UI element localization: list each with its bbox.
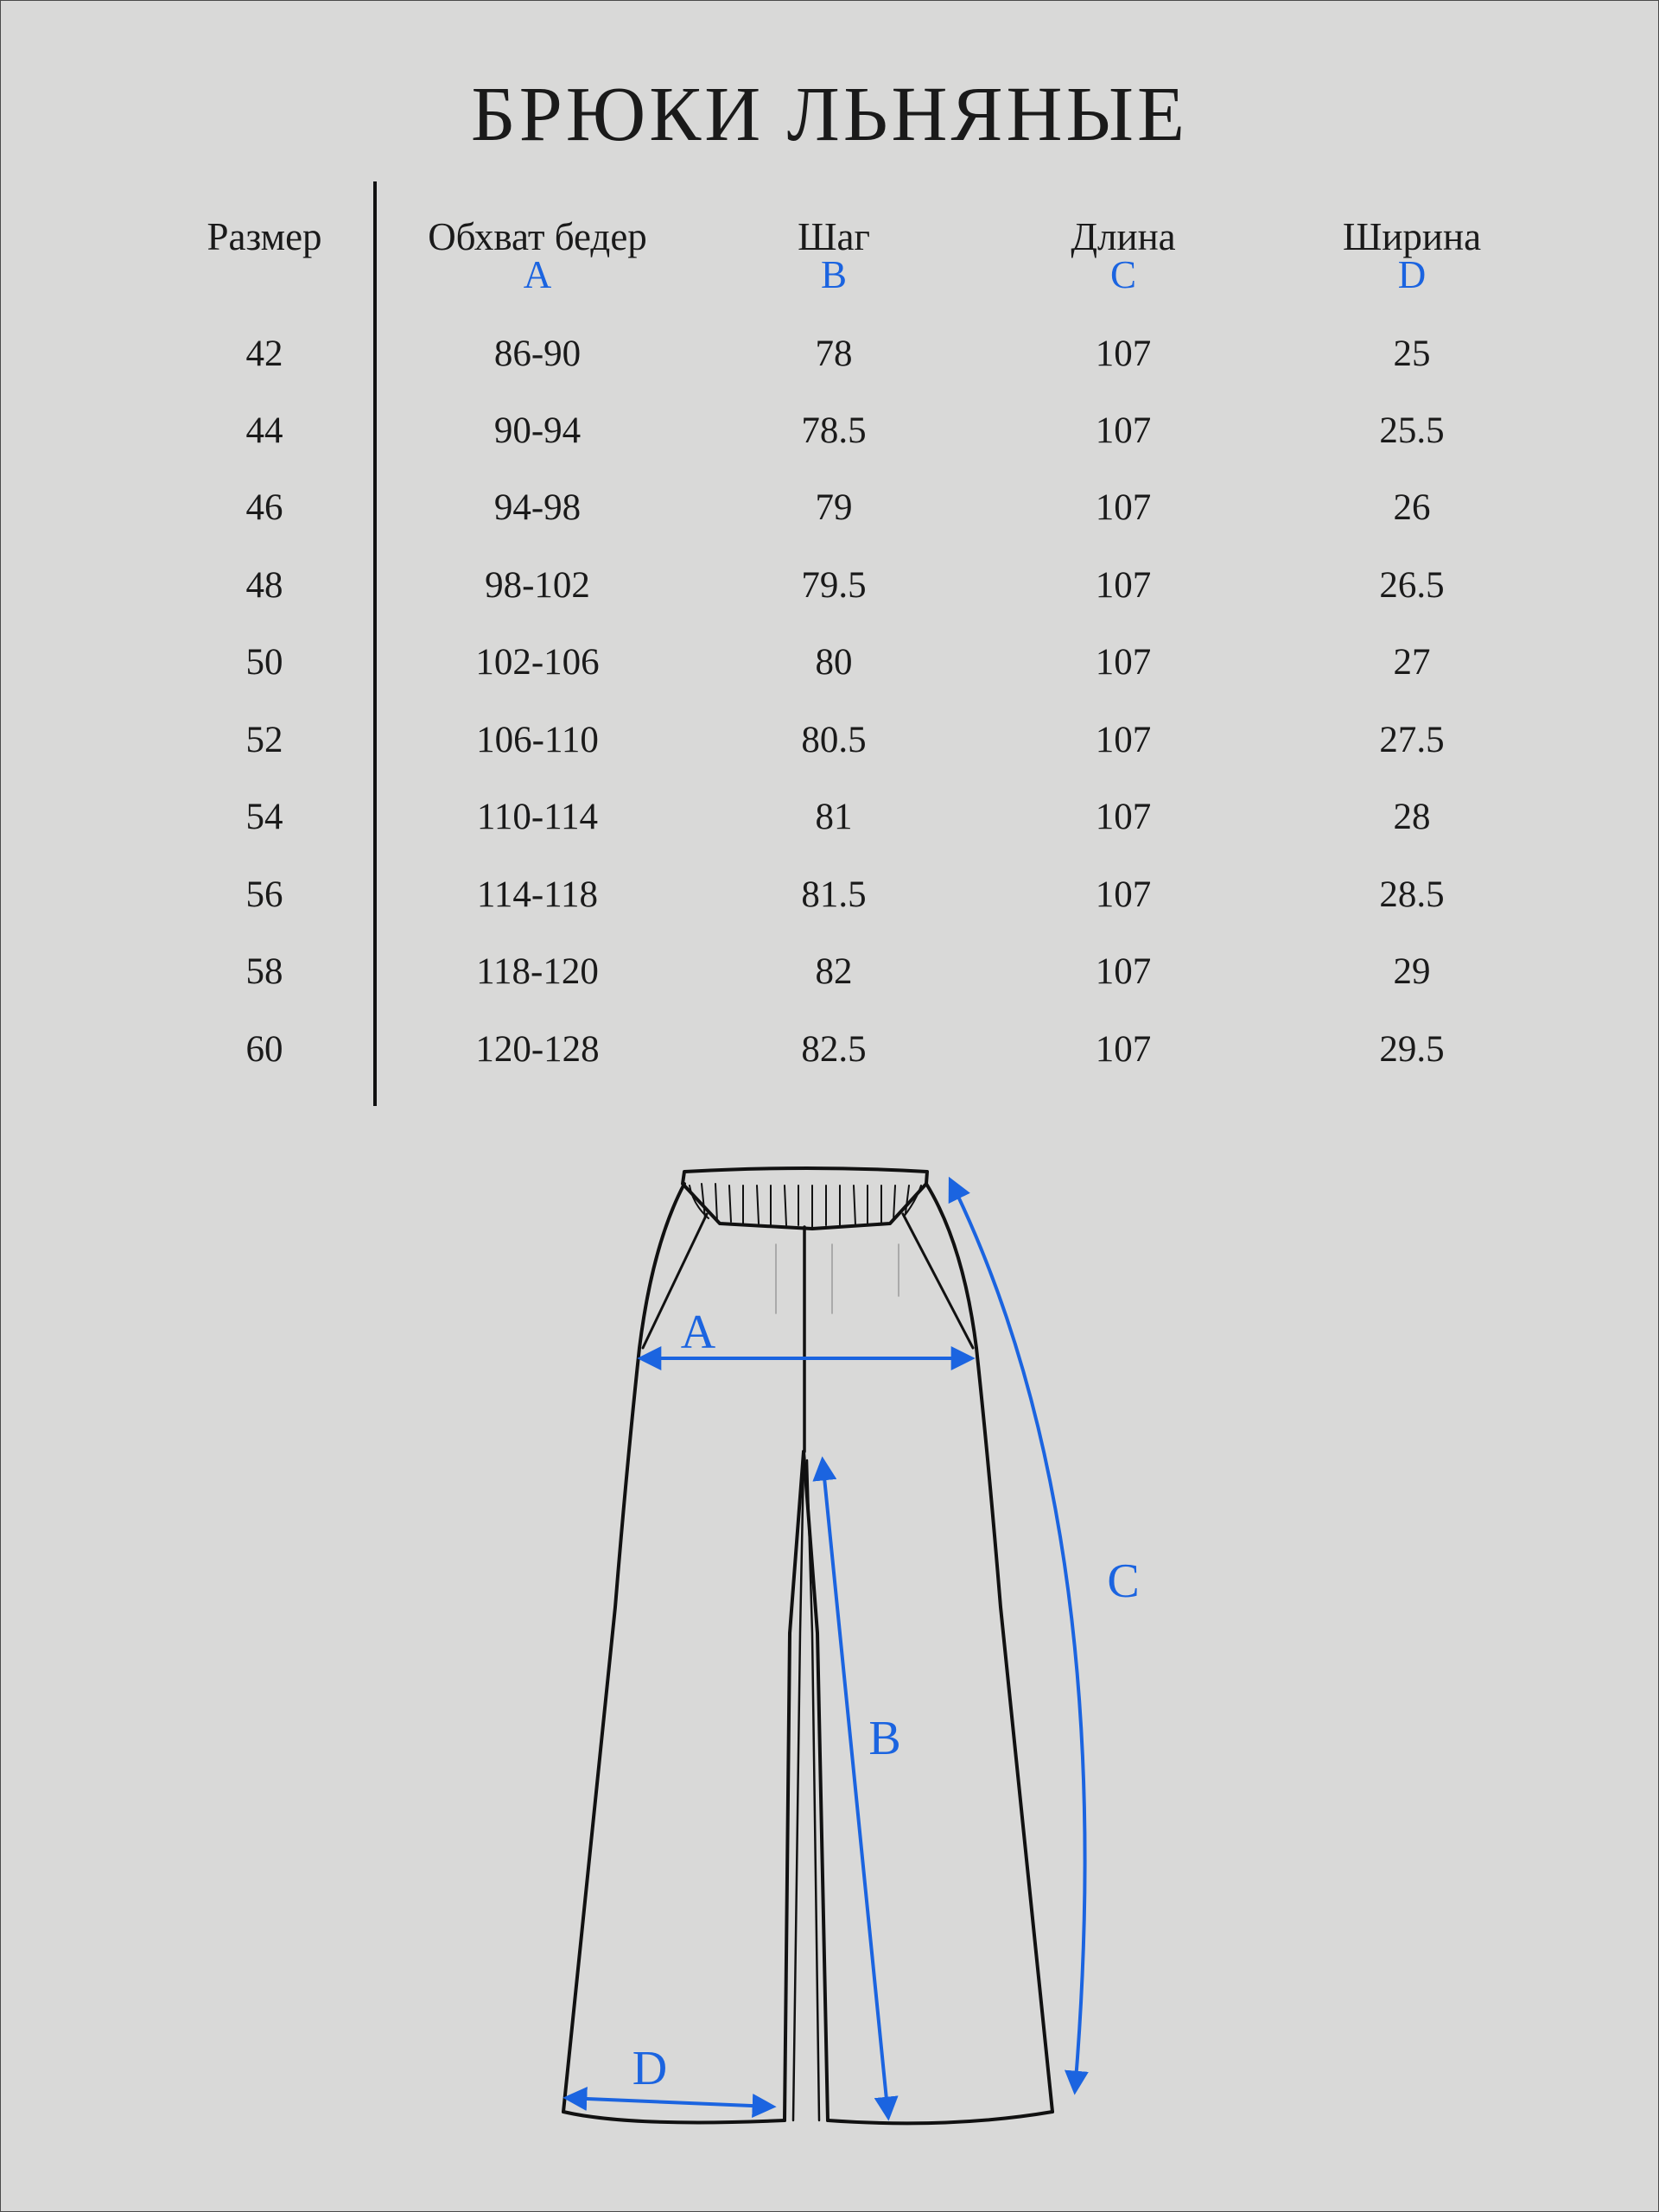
right-pocket <box>903 1214 973 1348</box>
cell-length: 107 <box>1095 410 1152 451</box>
page-title: БРЮКИ ЛЬНЯНЫЕ <box>471 72 1188 157</box>
right-inseam <box>804 1452 828 2120</box>
cell-width: 29.5 <box>1379 1029 1445 1070</box>
cell-inseam: 80.5 <box>801 720 867 760</box>
cell-inseam: 79 <box>815 487 853 528</box>
cell-length: 107 <box>1095 565 1152 606</box>
header-length-letter: C <box>1109 253 1136 296</box>
cell-inseam: 82.5 <box>801 1029 867 1070</box>
cell-width: 28 <box>1393 797 1431 837</box>
left-outer-seam <box>563 1184 684 2112</box>
dimension-c-label: C <box>1107 1554 1140 1608</box>
header-width: Ширина <box>1342 215 1482 258</box>
cell-hip: 94-98 <box>493 487 582 528</box>
header-size: Размер <box>207 215 322 258</box>
cell-inseam: 81 <box>815 797 853 837</box>
cell-hip: 102-106 <box>475 642 600 683</box>
cell-inseam: 78 <box>815 334 853 374</box>
cell-width: 27.5 <box>1379 720 1445 760</box>
cell-size: 50 <box>245 642 283 683</box>
header-inseam: Шаг <box>798 215 870 258</box>
dimension-b-arrow <box>823 1460 888 2117</box>
cell-inseam: 82 <box>815 951 853 992</box>
cell-length: 107 <box>1095 334 1152 374</box>
waistband-gathers <box>690 1184 921 1227</box>
cell-size: 52 <box>245 720 283 760</box>
cell-inseam: 81.5 <box>801 874 867 915</box>
dimension-b-label: B <box>868 1712 901 1765</box>
cell-hip: 118-120 <box>476 951 599 992</box>
cell-size: 46 <box>245 487 283 528</box>
cell-length: 107 <box>1095 720 1152 760</box>
right-outer-seam <box>926 1184 1052 2112</box>
cell-width: 26 <box>1393 487 1431 528</box>
cell-width: 26.5 <box>1379 565 1445 606</box>
cell-hip: 114-118 <box>476 874 599 915</box>
cell-hip: 86-90 <box>493 334 582 374</box>
header-length: Длина <box>1071 215 1176 258</box>
header-width-letter: D <box>1397 253 1427 296</box>
cell-length: 107 <box>1095 874 1152 915</box>
header-hip-letter: A <box>523 253 552 296</box>
cell-hip: 120-128 <box>475 1029 600 1070</box>
cell-hip: 98-102 <box>485 565 590 606</box>
cell-size: 58 <box>245 951 283 992</box>
dimension-d-arrow <box>567 2098 772 2107</box>
cell-size: 42 <box>245 334 283 374</box>
cell-size: 56 <box>245 874 283 915</box>
dimension-d-label: D <box>632 2042 668 2095</box>
cell-width: 28.5 <box>1379 874 1445 915</box>
cell-hip: 110-114 <box>476 797 599 837</box>
cell-width: 25.5 <box>1379 410 1445 451</box>
cell-inseam: 79.5 <box>801 565 867 606</box>
cell-size: 60 <box>245 1029 283 1070</box>
cell-length: 107 <box>1095 797 1152 837</box>
cell-width: 29 <box>1393 951 1431 992</box>
cell-width: 25 <box>1393 334 1431 374</box>
right-hem <box>828 2112 1052 2123</box>
header-hip: Обхват бедер <box>428 215 647 258</box>
cell-width: 27 <box>1393 642 1431 683</box>
cell-hip: 90-94 <box>493 410 582 451</box>
cell-size: 48 <box>245 565 283 606</box>
cell-size: 44 <box>245 410 283 451</box>
trousers-outline <box>563 1168 1052 2123</box>
left-hem <box>563 2112 785 2122</box>
cell-length: 107 <box>1095 1029 1152 1070</box>
cell-length: 107 <box>1095 487 1152 528</box>
cell-inseam: 78.5 <box>801 410 867 451</box>
cell-inseam: 80 <box>815 642 853 683</box>
cell-size: 54 <box>245 797 283 837</box>
waistband <box>683 1168 927 1229</box>
header-inseam-letter: B <box>820 253 847 296</box>
cell-length: 107 <box>1095 951 1152 992</box>
cell-hip: 106-110 <box>476 720 599 760</box>
cell-length: 107 <box>1095 642 1152 683</box>
dimension-a-label: A <box>680 1306 716 1359</box>
